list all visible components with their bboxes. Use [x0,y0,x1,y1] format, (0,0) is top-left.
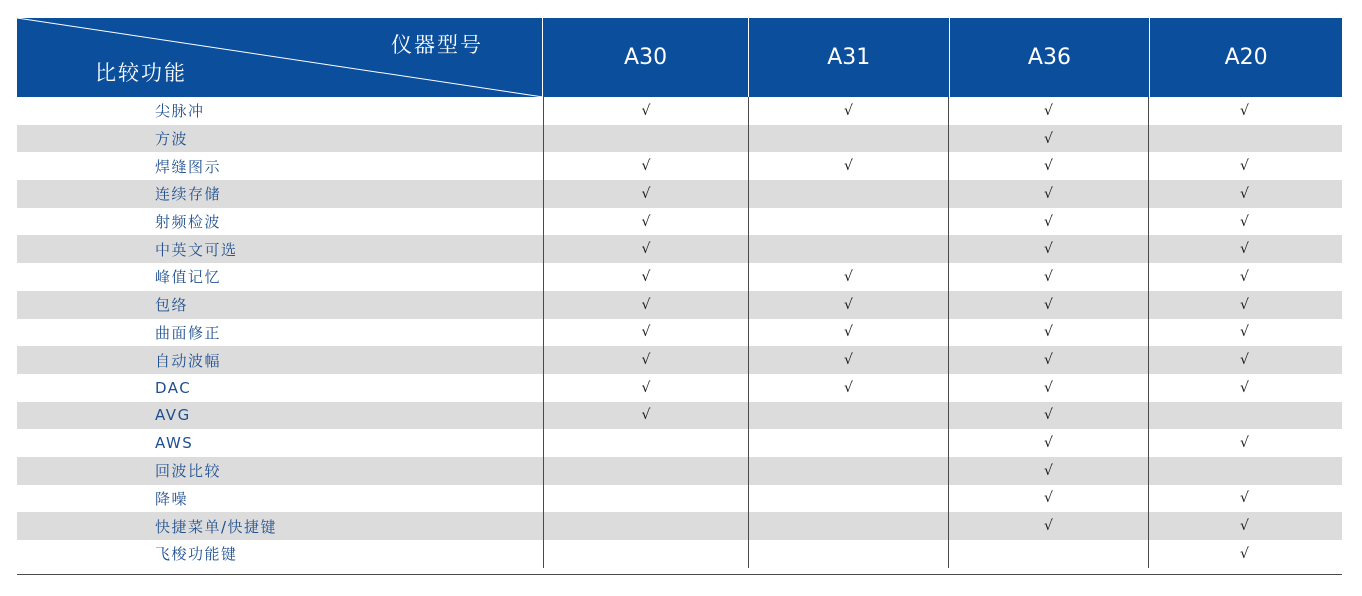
check-cell-a36: √ [948,291,1148,319]
feature-name: 回波比较 [155,462,222,481]
table-row [17,402,1342,430]
check-cell-a36: √ [948,374,1148,402]
check-cell-a31 [748,125,948,153]
check-cell-a20 [1148,457,1340,485]
feature-name: 焊缝图示 [155,157,222,176]
table-row [17,235,1342,263]
check-cell-a31: √ [748,97,948,125]
check-cell-a36: √ [948,485,1148,513]
check-cell-a30 [543,512,748,540]
check-cell-a36: √ [948,208,1148,236]
check-cell-a20: √ [1148,235,1340,263]
check-cell-a30 [543,457,748,485]
check-cell-a30: √ [543,402,748,430]
feature-name: 射频检波 [155,213,222,232]
check-cell-a30: √ [543,291,748,319]
table-row [17,374,1342,402]
check-cell-a31 [748,540,948,568]
check-cell-a30: √ [543,152,748,180]
feature-name: 快捷菜单/快捷键 [155,517,278,536]
model-header-a30: A30 [542,18,748,97]
table-row [17,540,1342,568]
model-header-a36: A36 [949,18,1150,97]
table-row [17,429,1342,457]
check-cell-a20: √ [1148,152,1340,180]
table-row [17,512,1342,540]
feature-name: 连续存储 [155,185,222,204]
check-cell-a36: √ [948,97,1148,125]
check-cell-a30: √ [543,180,748,208]
table-bottom-rule [17,574,1342,575]
table-row [17,97,1342,125]
feature-name: 飞梭功能键 [155,545,238,564]
feature-name: AVG [155,406,191,425]
header-corner-cell [17,18,542,97]
feature-name: 峰值记忆 [155,268,222,287]
table-row [17,180,1342,208]
comparison-table [17,18,1342,568]
check-cell-a36: √ [948,402,1148,430]
table-row [17,263,1342,291]
check-cell-a31 [748,208,948,236]
feature-name: DAC [155,378,192,397]
check-cell-a20: √ [1148,429,1340,457]
check-cell-a30: √ [543,263,748,291]
check-cell-a31 [748,402,948,430]
feature-name: 中英文可选 [155,240,238,259]
table-row [17,346,1342,374]
check-cell-a30 [543,540,748,568]
check-cell-a31 [748,180,948,208]
table-row [17,208,1342,236]
check-cell-a36: √ [948,512,1148,540]
check-cell-a20: √ [1148,263,1340,291]
feature-axis-label: 比较功能 [95,61,187,85]
check-cell-a31: √ [748,319,948,347]
check-cell-a36: √ [948,125,1148,153]
check-cell-a20: √ [1148,346,1340,374]
check-cell-a31: √ [748,346,948,374]
check-cell-a31 [748,429,948,457]
model-header-a31: A31 [748,18,949,97]
check-cell-a30: √ [543,97,748,125]
check-cell-a31: √ [748,374,948,402]
feature-name: 尖脉冲 [155,102,205,121]
table-row [17,319,1342,347]
check-cell-a36 [948,540,1148,568]
table-row [17,457,1342,485]
check-cell-a36: √ [948,457,1148,485]
check-cell-a36: √ [948,180,1148,208]
check-cell-a30 [543,125,748,153]
table-row [17,291,1342,319]
feature-name: 曲面修正 [155,323,222,342]
check-cell-a31 [748,235,948,263]
check-cell-a20: √ [1148,291,1340,319]
model-axis-label: 仪器型号 [391,33,483,57]
check-cell-a20 [1148,125,1340,153]
feature-name: 自动波幅 [155,351,222,370]
check-cell-a30: √ [543,235,748,263]
model-header-a20: A20 [1149,18,1342,97]
check-cell-a20 [1148,402,1340,430]
check-cell-a30 [543,429,748,457]
check-cell-a36: √ [948,263,1148,291]
check-cell-a20: √ [1148,319,1340,347]
table-row [17,485,1342,513]
check-cell-a20: √ [1148,97,1340,125]
check-cell-a36: √ [948,429,1148,457]
check-cell-a31 [748,457,948,485]
feature-name: 包络 [155,296,189,315]
check-cell-a20: √ [1148,485,1340,513]
check-cell-a30: √ [543,346,748,374]
check-cell-a31: √ [748,291,948,319]
check-cell-a31: √ [748,263,948,291]
check-cell-a20: √ [1148,540,1340,568]
check-cell-a30: √ [543,374,748,402]
check-cell-a30: √ [543,208,748,236]
check-cell-a36: √ [948,319,1148,347]
check-cell-a20: √ [1148,512,1340,540]
check-cell-a20: √ [1148,374,1340,402]
feature-name: 方波 [155,130,189,149]
table-row [17,125,1342,153]
check-cell-a31: √ [748,152,948,180]
check-cell-a36: √ [948,152,1148,180]
check-cell-a30: √ [543,319,748,347]
table-body [17,97,1342,568]
feature-name: 降噪 [155,489,189,508]
check-cell-a36: √ [948,235,1148,263]
check-cell-a30 [543,485,748,513]
check-cell-a31 [748,485,948,513]
check-cell-a31 [748,512,948,540]
check-cell-a20: √ [1148,180,1340,208]
feature-name: AWS [155,434,194,453]
check-cell-a36: √ [948,346,1148,374]
table-row [17,152,1342,180]
check-cell-a20: √ [1148,208,1340,236]
table-header [17,18,1342,97]
